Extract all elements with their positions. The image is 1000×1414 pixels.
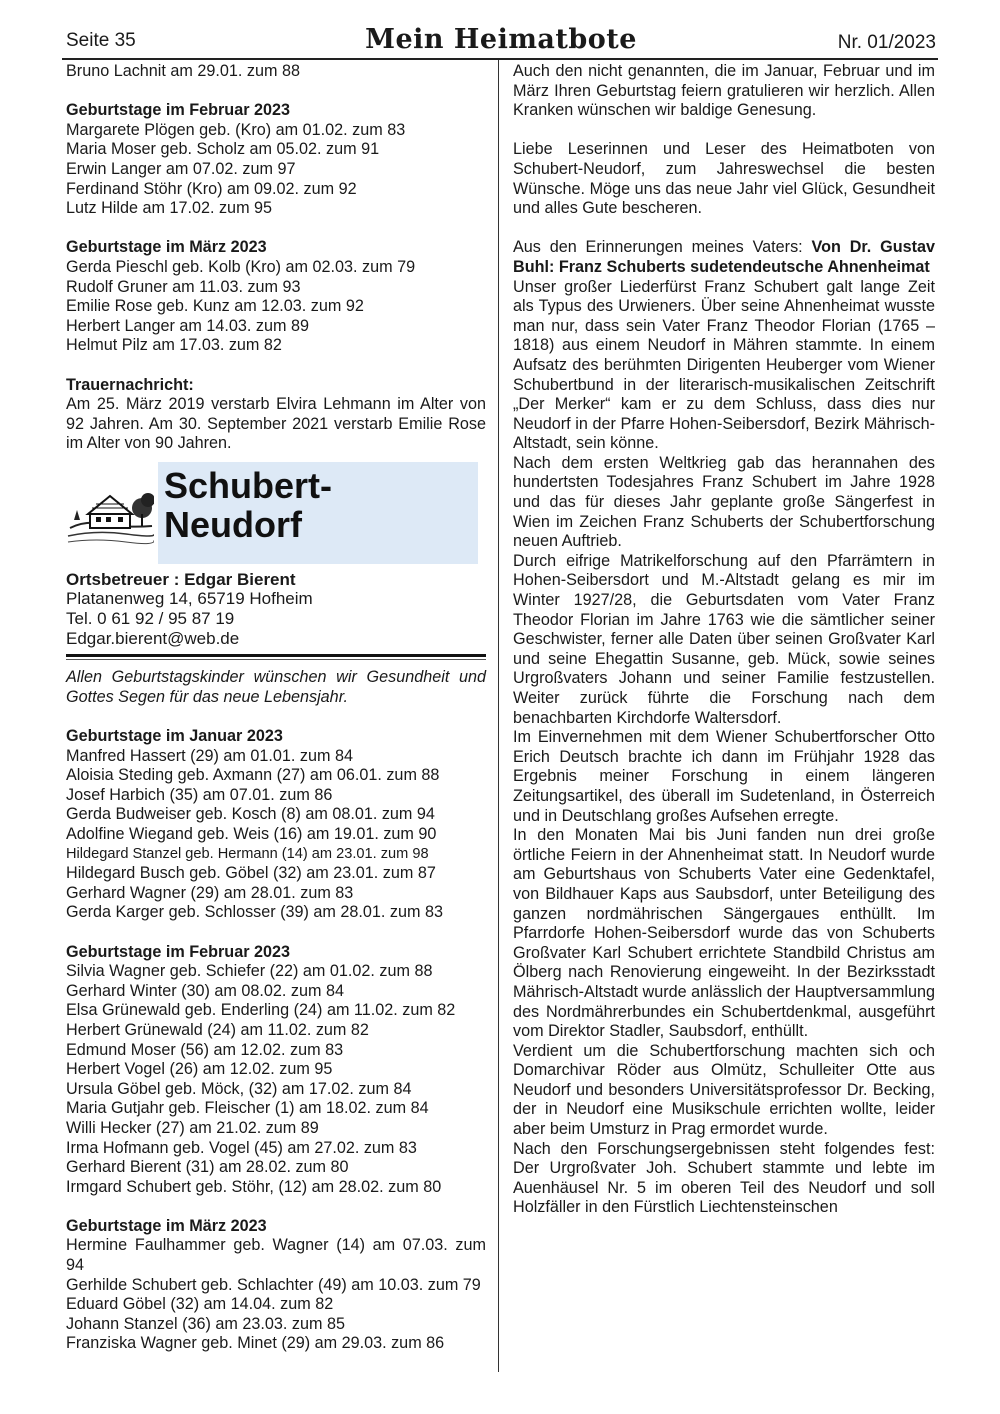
birthday-entry: Hildegard Stanzel geb. Hermann (14) am 23.01. zum 98	[66, 845, 429, 862]
obituary-text: Am 25. März 2019 verstarb Elvira Lehmann im Alter von 92 Jahren. Am 30. September 2021 verstarb Emilie Rose im Alter von 90 Jahren.	[66, 395, 486, 453]
birthday-entry: Maria Moser geb. Scholz am 05.02. zum 91	[66, 140, 380, 159]
article-paragraph: Verdient um die Schubertforschung machten sich och Domarchivar Röder aus Olmütz, Schulleiter Otte aus Neudorf und besonders Universitätsprofessor Dr. Becking, der in Neudorf eine Musikschule errichten wollte, leider aber beim Umsturz in Prag ermordet wurde.	[513, 1041, 935, 1139]
left-column	[66, 62, 486, 1354]
issue-number: Nr. 01/2023	[837, 32, 936, 53]
jan-continued-list	[66, 62, 486, 82]
birthday-entry: Silvia Wagner geb. Schiefer (22) am 01.02. zum 88	[66, 962, 433, 981]
birthday-entry: Adolfine Wiegand geb. Weis (16) am 19.01. zum 90	[66, 825, 437, 843]
feb2-birthdays-section	[66, 943, 486, 1198]
article-intro	[513, 238, 935, 277]
birthday-entry: Herbert Langer am 14.03. zum 89	[66, 316, 309, 335]
birthday-entry: Ursula Göbel geb. Möck, (32) am 17.02. zum 84	[66, 1079, 412, 1098]
birthday-entry: Gerhard Winter (30) am 08.02. zum 84	[66, 981, 345, 1000]
mar-birthdays-section	[66, 238, 486, 356]
birthday-entry: Rudolf Gruner am 11.03. zum 93	[66, 277, 301, 296]
birthday-entry: Gerda Pieschl geb. Kolb (Kro) am 02.03. zum 79	[66, 257, 416, 276]
header-divider	[62, 58, 938, 60]
article-paragraph: Durch eifrige Matrikelforschung auf den Pfarrämtern in Hohen-Seibersdort und M.-Altstadt gelang es mir im Winter 1927/28, die Geburtsdaten vom Vater Franz Theodor Florian im Jahre 1763 wie die sämtlicher seiner Geschwister, ferner alle Daten über seinen Großvater Karl und seine Ehegattin Susanne, geb. Mück, sowie seines Urgroßvaters Johann und seiner Familie festzustellen. Weiter zurück führte die Forschung nach dem benachbarten Kirchdorfe Waltersdorf.	[513, 551, 935, 727]
obituary-section	[66, 376, 486, 454]
contact-street: Platanenweg 14, 65719 Hofheim	[66, 589, 313, 609]
birthday-entry: Herbert Vogel (26) am 12.02. zum 95	[66, 1060, 333, 1079]
section-heading: Geburtstage im Februar 2023	[66, 101, 291, 120]
contact-email: Edgar.bierent@web.de	[66, 628, 240, 648]
birthday-entry: Gerhard Bierent (31) am 28.02. zum 80	[66, 1158, 349, 1177]
birthday-entry: Willi Hecker (27) am 21.02. zum 89	[66, 1118, 319, 1137]
section-heading: Geburtstage im März 2023	[66, 1216, 267, 1235]
village-name-box	[158, 462, 478, 564]
birthday-entry: Margarete Plögen geb. (Kro) am 01.02. zum 83	[66, 120, 406, 139]
feb-birthdays-section	[66, 101, 486, 219]
publication-title: Mein Heimatbote	[365, 24, 637, 55]
page-header	[66, 22, 936, 58]
jan2-birthdays-section	[66, 727, 486, 923]
section-heading: Geburtstage im Januar 2023	[66, 727, 283, 746]
article-paragraph: Unser großer Liederfürst Franz Schubert galt lange Zeit als Typus des Urwieners. Über seine Ahnenheimat wusste man nur, dass sein Vater Franz Theodor Florian (1765 – 1818) aus einem Neudorf in Mähren stammte. In einem Aufsatz des berühmten Dirigenten Heuberger vom Wiener Schubertbund in der literarisch-musikalischen Zeitschrift „Der Merker“ kam er zu dem Schluss, dass dies nur Neudorf in der Pfarre Hohen-Seibersdorf, Bezirk Mährisch-Altstadt, sein könne.	[513, 277, 935, 453]
contact-phone: Tel. 0 61 92 / 95 87 19	[66, 609, 235, 629]
birthday-entry: Bruno Lachnit am 29.01. zum 88	[66, 62, 300, 80]
birthday-entry: Gerda Karger geb. Schlosser (39) am 28.01. zum 83	[66, 903, 443, 922]
birthday-entry: Gerhard Wagner (29) am 28.01. zum 83	[66, 883, 354, 902]
birthday-entry: Lutz Hilde am 17.02. zum 95	[66, 199, 273, 218]
village-name	[164, 466, 332, 544]
birthday-entry: Erwin Langer am 07.02. zum 97	[66, 159, 296, 178]
section-heading: Geburtstage im März 2023	[66, 238, 267, 257]
birthday-entry: Elsa Grünewald geb. Enderling (24) am 11.02. zum 82	[66, 1001, 456, 1020]
contact-divider-thin	[66, 659, 486, 660]
section-heading: Geburtstage im Februar 2023	[66, 942, 291, 961]
birthday-entry: Irma Hofmann geb. Vogel (45) am 27.02. zum 83	[66, 1138, 417, 1157]
article-paragraph: Nach dem ersten Weltkrieg gab das herannahen des hundertsten Todesjahres Franz Schubert im Jahre 1928 und das für dieses Jahr geplante große Sängerfest in Wien im Zeichen Franz Schuberts der Schubertforschung neuen Auftrieb.	[513, 453, 935, 551]
birthday-entry: Irmgard Schubert geb. Stöhr, (12) am 28.02. zum 80	[66, 1177, 442, 1196]
birthday-entry: Aloisia Steding geb. Axmann (27) am 06.01. zum 88	[66, 766, 440, 785]
birthday-entry: Gerda Budweiser geb. Kosch (8) am 08.01. zum 94	[66, 805, 435, 824]
article-paragraph: Im Einvernehmen mit dem Wiener Schubertforscher Otto Erich Deutsch brachte ich dann im Frühjahr 1928 das Ergebnis meiner Forschung in einem längeren Zeitungsartikel, des überall im Sudetenland, in Österreich und in Deutschlang großes Aufsehen erregte.	[513, 728, 935, 825]
article-paragraph: Nach den Forschungsergebnissen steht folgendes fest: Der Urgroßvater Joh. Schubert stammte und lebte im Auenhäusel Nr. 5 im oberen Teil des Neudorf und soll Holzfäller in den Fürstlich Liechtensteinschen	[513, 1139, 935, 1217]
village-house-illustration	[66, 484, 154, 548]
birthday-entry: Emilie Rose geb. Kunz am 12.03. zum 92	[66, 297, 364, 316]
contact-label: Ortsbetreuer : Edgar Bierent	[66, 569, 296, 589]
article-intro-text: Aus den Erinnerungen meines Vaters:	[513, 238, 812, 257]
birthday-entry: Eduard Göbel (32) am 14.04. zum 82	[66, 1295, 334, 1314]
birthday-entry: Manfred Hassert (29) am 01.01. zum 84	[66, 746, 354, 765]
greeting-paragraph: Auch den nicht genannten, die im Januar, Februar und im März Ihren Geburtstag feiern gratulieren wir herzlich. Allen Kranken wünschen wir baldige Genesung.	[513, 62, 935, 120]
birthday-entry: Edmund Moser (56) am 12.02. zum 83	[66, 1040, 344, 1059]
column-divider	[498, 60, 499, 1372]
birthday-entry: Ferdinand Stöhr (Kro) am 09.02. zum 92	[66, 179, 357, 198]
village-name-line: Schubert-	[164, 464, 333, 506]
village-banner	[66, 462, 486, 570]
birthday-entry: Josef Harbich (35) am 07.01. zum 86	[66, 785, 333, 804]
contact-divider-thick	[66, 654, 486, 657]
new-year-paragraph: Liebe Leserinnen und Leser des Heimatboten von Schubert-Neudorf, zum Jahreswechsel die besten Wünsche. Möge uns das neue Jahr viel Glück, Gesundheit und alles Gute bescheren.	[513, 140, 935, 218]
birthday-entry: Herbert Grünewald (24) am 11.02. zum 82	[66, 1020, 369, 1039]
article-title: Von Dr. Gustav Buhl: Franz Schuberts sudetendeutsche Ahnenheimat	[513, 238, 935, 276]
village-name-line: Neudorf	[164, 503, 302, 545]
birthday-entry: Gerhilde Schubert geb. Schlachter (49) am 10.03. zum 79	[66, 1275, 481, 1294]
mar2-birthdays-section	[66, 1217, 486, 1354]
wishes-text: Allen Geburtstagskinder wünschen wir Gesundheit und Gottes Segen für das neue Lebensjahr.	[66, 668, 486, 706]
birthday-entry: Hermine Faulhammer geb. Wagner (14) am 07.03. zum 94	[66, 1236, 486, 1275]
birthday-entry: Franziska Wagner geb. Minet (29) am 29.03. zum 86	[66, 1334, 445, 1353]
birthday-entry: Helmut Pilz am 17.03. zum 82	[66, 336, 282, 355]
birthday-entry: Maria Gutjahr geb. Fleischer (1) am 18.02. zum 84	[66, 1099, 429, 1118]
birthday-entry: Johann Stanzel (36) am 23.03. zum 85	[66, 1314, 345, 1333]
section-heading: Trauernachricht:	[66, 375, 194, 394]
page-number: Seite 35	[66, 30, 136, 51]
contact-block	[66, 570, 486, 648]
right-column	[513, 62, 935, 1218]
article-paragraph: In den Monaten Mai bis Juni fanden nun drei große örtliche Feiern in der Ahnenheimat statt. In Neudorf wurde am Geburtshaus von Schuberts Vater eine Gedenktafel, von Bildhauer Kaps aus Saubsdorf, unter Beteiligung des ganzen nordmährischen Sängergaues enthüllt. Im Pfarrdorfe Hohen-Seibersdorf wurde das von Schuberts Großvater Karl Schubert errichtete Standbild Christus am Ölberg nach Renovierung eingeweiht. In der Bezirksstadt Mährisch-Altstadt wurde anlässlich der Hauptversammlung des Nordmährerbundes ein Schubertdenkmal, ausgeführt vom Direktor Stadler, Saubsdorf, enthüllt.	[513, 826, 935, 1041]
birthday-entry: Hildegard Busch geb. Göbel (32) am 23.01. zum 87	[66, 864, 436, 883]
